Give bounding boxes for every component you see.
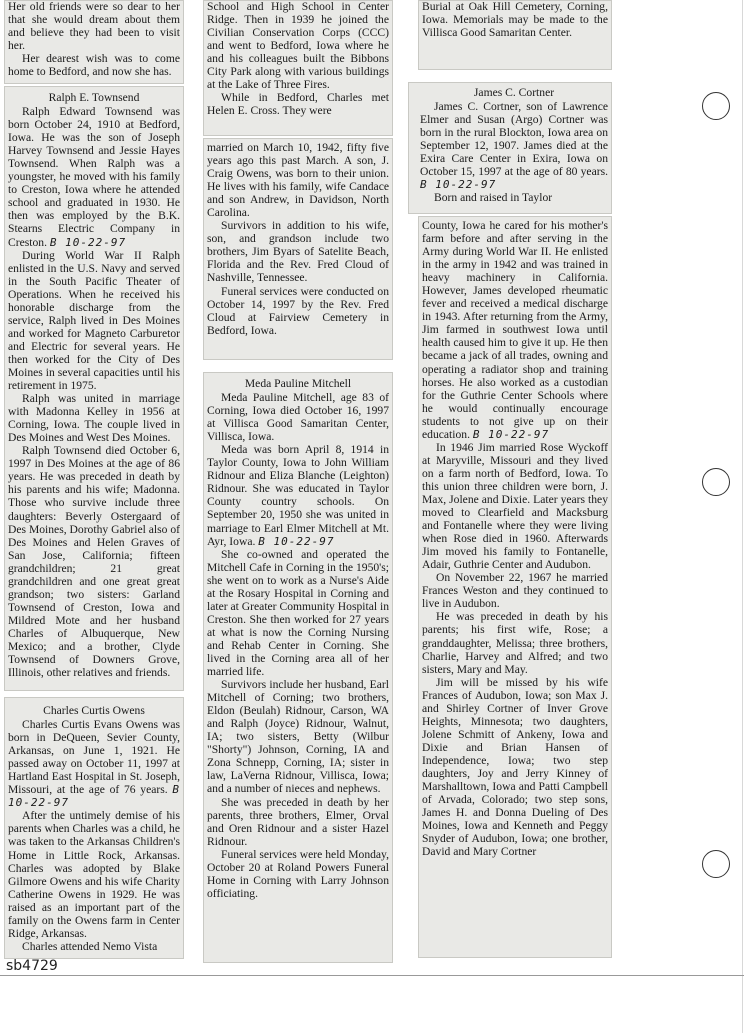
binder-hole-middle [702,468,730,496]
col1-owens [8,702,180,953]
mitchell-para-2: Meda was born April 8, 1914 in Taylor County, Iowa to John William Ridnour and Eliza Blanche (Leighton) Ridnour. She was educated in Taylor County country schools. On September 20, 1950 she was united in marriage to Earl Elmer Mitchell at Mt. Ayr, Iowa. B 10-22-97 [207,443,389,548]
cortner-heading: James C. Cortner [473,86,555,99]
townsend-para-1: Ralph Edward Townsend was born October 24, 1910 at Bedford, Iowa. He was the son of Joseph Harvey Townsend and Jessie Hayes Townsend. When Ralph was a youngster, he moved with his family to Creston, Iowa where he attended school and graduated in 1930. He then was employed by the B.K. Stearns Electric Company in Creston. B 10-22-97 [8,105,180,249]
mitchell-para-3: She co-owned and operated the Mitchell Cafe in Corning in the 1950's; she went on to work as a Nurse's Aide at the Rosary Hospital in Corning and later at Greater Community Hospital in Creston. She then worked for 27 years at what is now the Corning Nursing and Rehab Center in Corning. She lived in the Corning area all of her married life. [207,547,389,679]
owens-end-para-2: Survivors in addition to his wife, son, and grandson include two brothers, Jim Byars of Satelite Beach, Florida and the Rev. Fred Cloud of Nashville, Tennessee. [207,219,389,285]
handwritten-date-note: B 10-22-97 [49,235,127,249]
handwritten-date-note: B 10-22-97 [258,534,335,548]
handwritten-date-note: B 10-22-97 [472,427,550,441]
owens-cont-para-2: While in Bedford, Charles met Helen E. Cross. They were [207,91,389,118]
col2-mitchell [207,375,389,900]
cortner-para-5: Jim will be missed by his wife Frances of Audubon, Iowa; son Max J. and Shirley Cortner of Inver Grove Heights, Minnesota; two daughters, Jolene Schmitt of Ankeny, Iowa and Dixie and Brian Hansen of Independence, Iowa; two step daughters, Joy and Jerry Kinney of Marshalltown, Iowa and Patti Campbell of Arvada, Colorado; two step sons, James H. and Donna Dueling of Des Moines, Iowa and Kenneth and Peggy Snyder of Audubon, Iowa; one brother, David and Mary Cortner [422,675,608,859]
owens-para-1: Charles Curtis Evans Owens was born in DeQueen, Sevier County, Arkansas, on June 1, 1921. He passed away on October 11, 1997 at Hartland East Hospital in St. Joseph, Missouri, at the age of 76 years. B 10-22-97 [8,718,180,810]
col3-cortner-intro [420,84,608,204]
owens-para-3: Charles attended Nemo Vista [22,939,158,953]
cortner-intro-para-2: Born and raised in Taylor [434,191,553,205]
handwritten-date-note: B 10-22-97 [420,178,497,192]
col2-top [207,0,389,117]
townsend-heading: Ralph E. Townsend [48,91,140,104]
binder-hole-top [702,92,730,120]
cortner-intro-para-1: James C. Cortner, son of Lawrence Elmer and Susan (Argo) Cortner was born in the rural Blockton, Iowa area on September 12, 1907. James died at the Exira Care Center in Exira, Iowa on October 15, 1997 at the age of 80 years. B 10-22-97 [420,100,608,192]
owens-end-para-1: married on March 10, 1942, fifty five years ago this past March. A son, J. Craig Owens, was born to their union. He lives with his family, wife Candace and son Andrew, in Davidson, North Carolina. [207,141,389,220]
cortner-para-4: He was preceded in death by his parents; his first wife, Rose; a granddaughter, Melissa; three brothers, Charlie, Harvey and Alfred; and two sisters, Mary and May. [422,610,608,676]
col1-lead [8,0,180,78]
owens-heading: Charles Curtis Owens [43,704,145,717]
owens-end-para-3: Funeral services were conducted on October 14, 1997 by the Rev. Fred Cloud at Fairview Cemetery in Bedford, Iowa. [207,284,389,337]
mitchell-para-6: Funeral services were held Monday, October 20 at Roland Powers Funeral Home in Corning with Larry Johnson officiating. [207,847,389,900]
lead-para-2: Her dearest wish was to come home to Bedford, and now she has. [8,52,180,79]
lead-para-1: Her old friends were so dear to her that she would dream about them and believe they had been to visit her. [8,0,180,53]
handwritten-date-note: B 10-22-97 [8,783,180,810]
cortner-para-3: On November 22, 1967 he married Frances Weston and they continued to live in Audubon. [422,571,608,611]
col3-top [422,0,608,39]
burial-para: Burial at Oak Hill Cemetery, Corning, Iowa. Memorials may be made to the Villisca Good Samaritan Center. [422,0,608,40]
cortner-para-2: In 1946 Jim married Rose Wyckoff at Maryville, Missouri and they lived on a farm north of Bedford, Iowa. To this union three children were born, J. Max, Jolene and Dixie. Later years they moved to Clearfield and Macksburg and Fontanelle where they were living when Rose died in 1960. Afterwards Jim moved his family to Fontanelle, Adair, Guthrie Center and Audubon. [422,440,608,572]
col1-townsend [8,89,180,679]
townsend-para-2: During World War II Ralph enlisted in the U.S. Navy and served in the South Pacific Theater of Operations. When he received his honorable discharge from the service, Ralph lived in Des Moines and worked for Magneto Carburetor and Electric for several years. He then worked for the City of Des Moines in several capacities until his retirement in 1975. [8,248,180,393]
mitchell-para-1: Meda Pauline Mitchell, age 83 of Corning, Iowa died October 16, 1997 at Villisca Good Samaritan Center, Villisca, Iowa. [207,391,389,444]
mitchell-heading: Meda Pauline Mitchell [244,377,352,390]
binder-hole-bottom [702,850,730,878]
bottom-rule [0,975,744,976]
col3-cortner-cont [422,219,608,858]
townsend-para-4: Ralph Townsend died October 6, 1997 in Des Moines at the age of 86 years. He was preceded in death by his parents and his wife; Madonna. Those who survive include three daughters: Beverly Ostergaard of Des Moines, Dorothy Gabriel also of Des Moines and Helen Graves of San Jose, California; fifteen grandchildren; 21 great grandchildren and one great great grandson; two sisters: Garland Townsend of Creston, Iowa and Mildred Mote and her husband Charles of Albuquerque, New Mexico; and a brother, Clyde Townsend of Downers Grove, Illinois, other relatives and friends. [8,444,180,680]
scrapbook-id-label: sb4729 [6,958,58,974]
townsend-para-3: Ralph was united in marriage with Madonna Kelley in 1956 at Corning, Iowa. The couple lived in Des Moines and West Des Moines. [8,392,180,445]
owens-cont-para-1: School and High School in Center Ridge. Then in 1939 he joined the Civilian Conservation Corps (CCC) and went to Bedford, Iowa where he and his colleagues built the Bibbons City Park along with various buildings at the Lake of Three Fires. [207,0,389,92]
mitchell-para-5: She was preceded in death by her parents, three brothers, Elmer, Orval and Oren Ridnour and a sister Hazel Ridnour. [207,795,389,848]
mitchell-para-4: Survivors include her husband, Earl Mitchell of Corning; two brothers, Eldon (Beulah) Ridnour, Carson, WA and Ralph (Joyce) Ridnour, Walnut, IA; two sisters, Betty (Wilbur "Shorty") Johnson, Corning, IA and Zona Schnepp, Corning, IA; sister in law, LaVerna Ridnour, Villisca, Iowa; and a number of nieces and nephews. [207,678,389,796]
owens-para-2: After the untimely demise of his parents when Charles was a child, he was taken to the Arkansas Children's Home in Little Rock, Arkansas. Charles was adopted by Blake Gilmore Owens and his wife Charity Catherine Owens in 1929. He was raised as an important part of the family on the Owens farm in Center Ridge, Arkansas. [8,809,180,940]
col2-mid [207,141,389,337]
cortner-para-1: County, Iowa he cared for his mother's farm before and after serving in the Army during World War II. He enlisted in the army in 1942 and was trained in heavy machinery in California. However, James developed rheumatic fever and received a medical discharge in 1943. After returning from the Army, Jim farmed in southwest Iowa until health caused him to give it up. He then became a jack of all trades, owning and operating a radiator shop and training horses. He also worked as a custodian for the Guthrie Center Schools where he would continually encourage students to not give up on their education. B 10-22-97 [422,219,608,441]
